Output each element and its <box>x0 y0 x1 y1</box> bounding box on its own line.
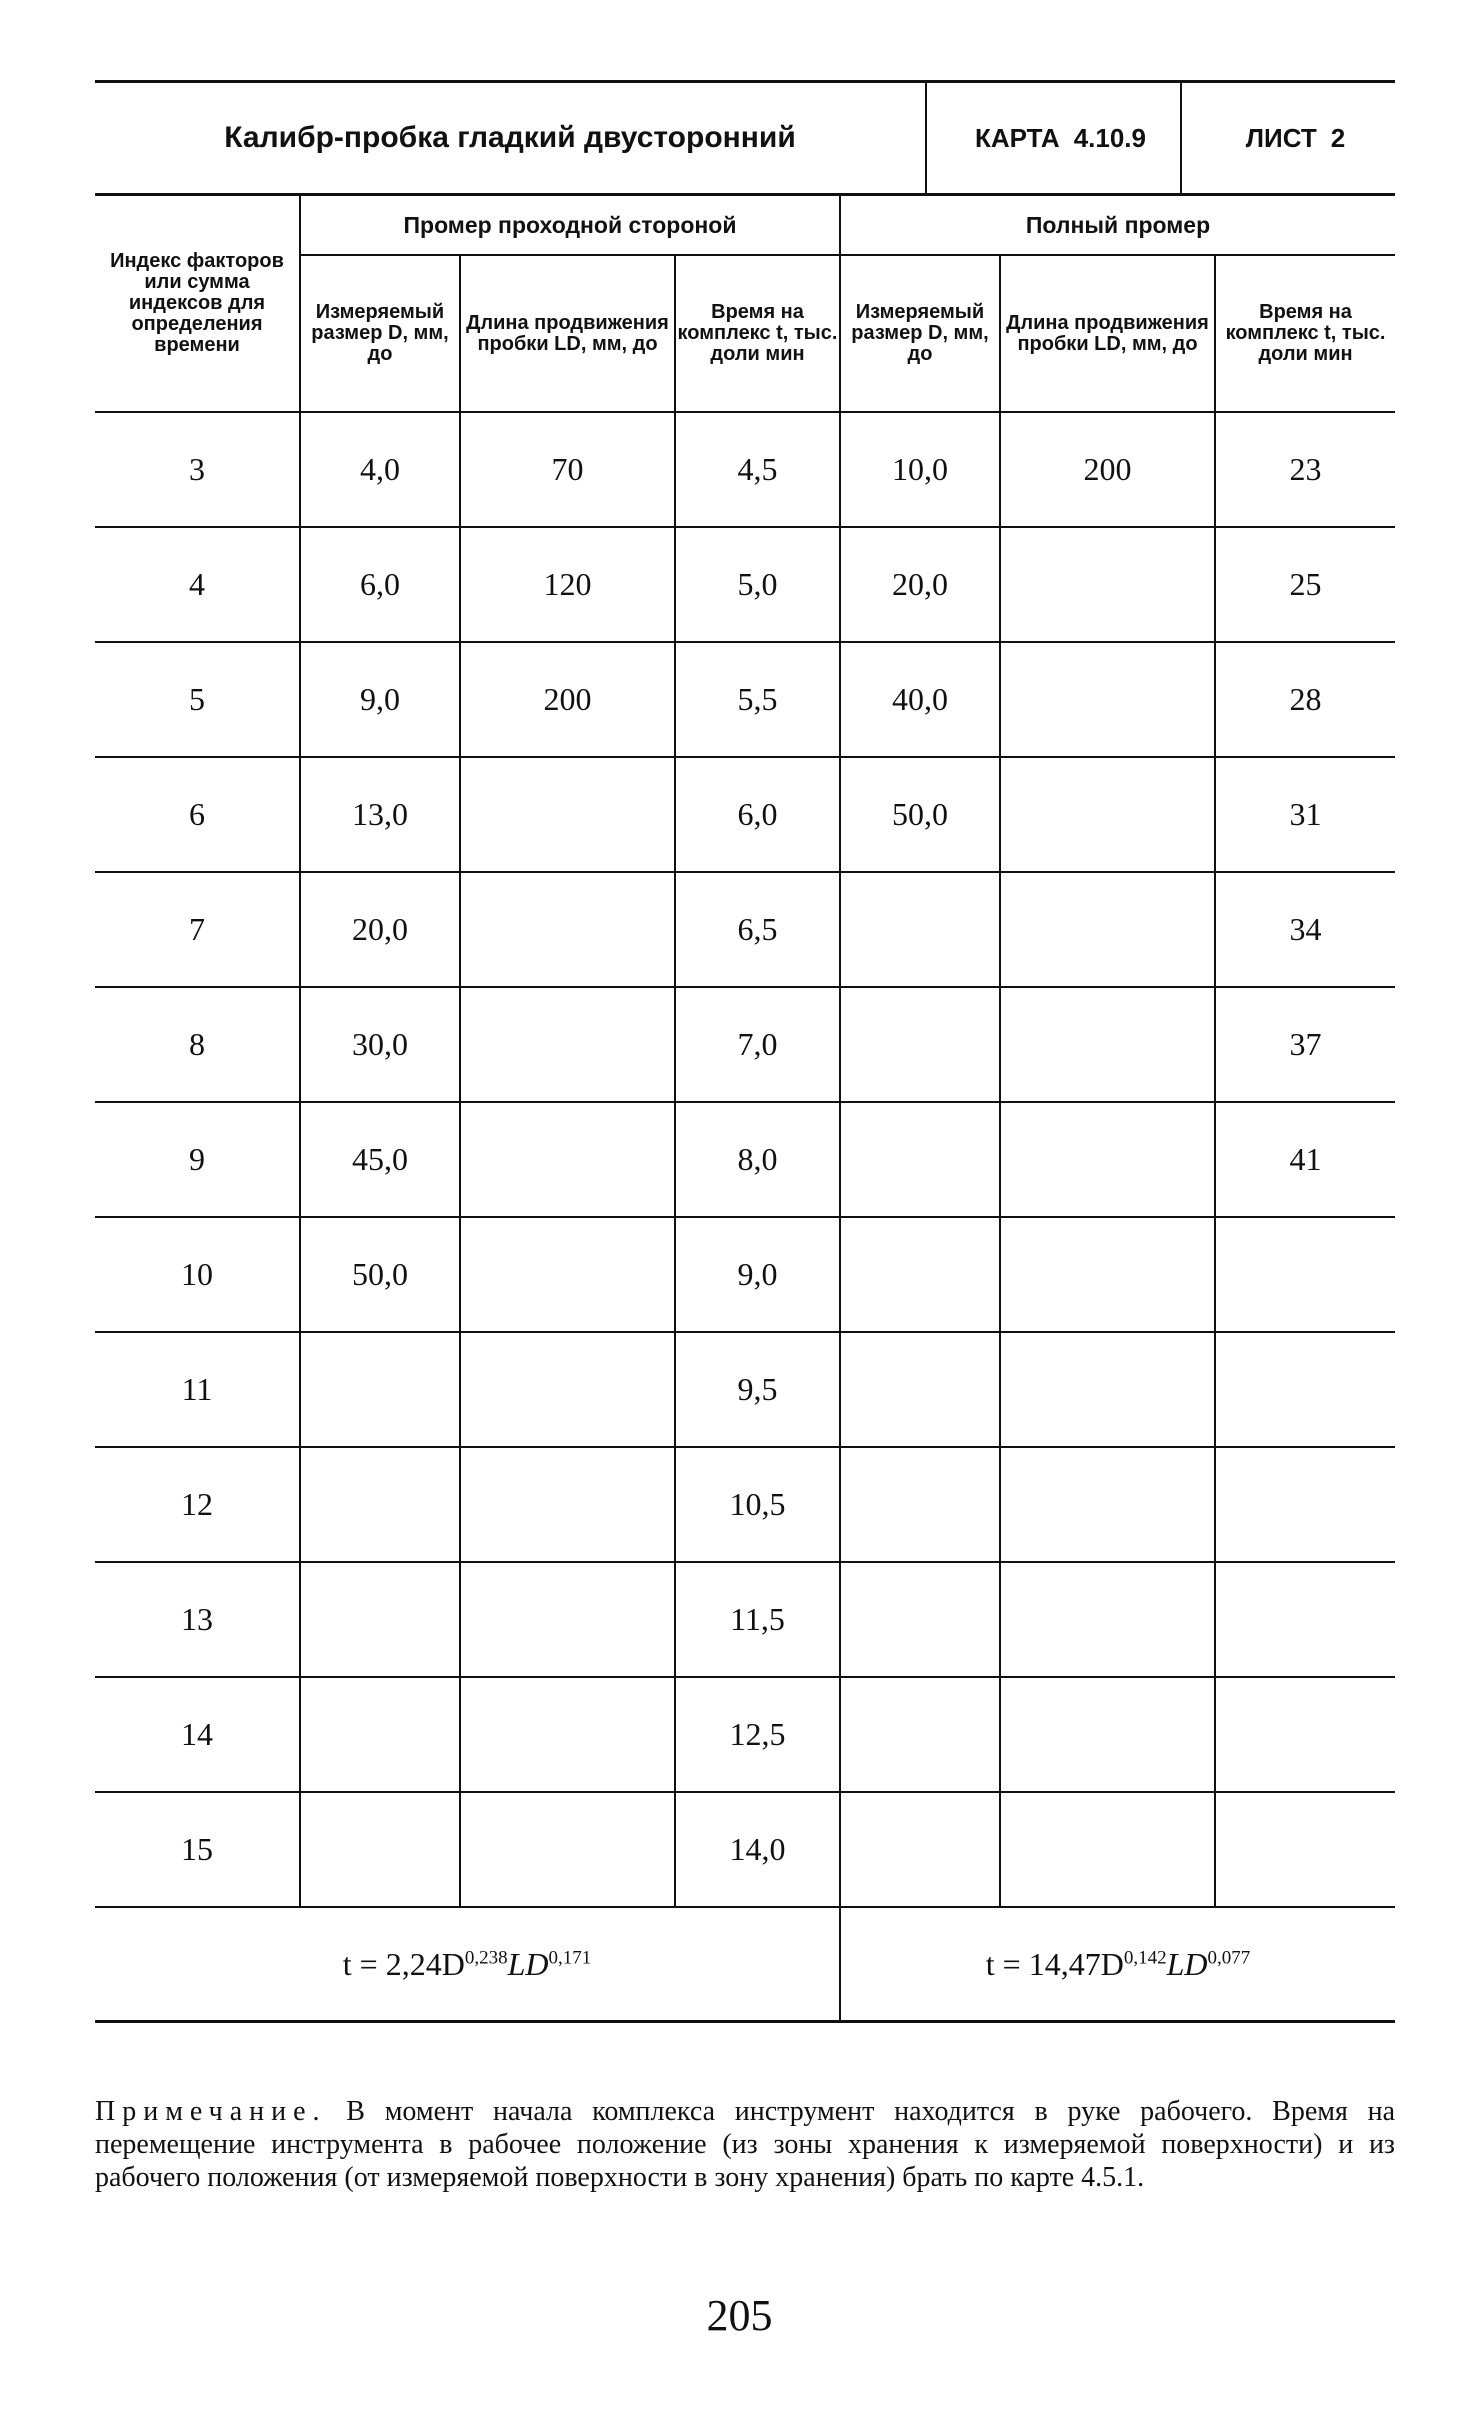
table-cell: 34 <box>1215 872 1395 987</box>
table-row <box>95 1447 1395 1562</box>
table-cell: 6,0 <box>300 527 460 642</box>
table-cell: 20,0 <box>300 872 460 987</box>
formula-row <box>95 1907 1395 2022</box>
table-row <box>95 1217 1395 1332</box>
table-cell <box>840 1217 1000 1332</box>
table-row <box>95 1792 1395 1907</box>
table-row <box>95 872 1395 987</box>
table-cell: 11,5 <box>675 1562 840 1677</box>
table-cell <box>1000 757 1215 872</box>
table-cell <box>460 1562 675 1677</box>
table-cell: 12 <box>95 1447 300 1562</box>
table-cell: 9,0 <box>300 642 460 757</box>
table-cell: 30,0 <box>300 987 460 1102</box>
table-cell: 8 <box>95 987 300 1102</box>
table-cell: 7 <box>95 872 300 987</box>
card-page <box>95 80 1395 2023</box>
table-cell <box>1000 1217 1215 1332</box>
table-cell <box>840 1677 1000 1792</box>
table-row <box>95 1677 1395 1792</box>
sheet-number: 2 <box>1330 122 1346 153</box>
table-cell: 40,0 <box>840 642 1000 757</box>
table-cell <box>300 1562 460 1677</box>
table-cell <box>1000 642 1215 757</box>
table-cell: 6,5 <box>675 872 840 987</box>
table-cell: 9 <box>95 1102 300 1217</box>
table-cell <box>1215 1792 1395 1907</box>
formula-pass-side: $t = 2,24D^{0,238}LD^{0,171}$ <box>95 1907 840 2022</box>
table-cell: 15 <box>95 1792 300 1907</box>
col-header-diameter-2: Измеряемый размер D, мм, до <box>840 255 1000 412</box>
table-cell: 23 <box>1215 412 1395 527</box>
table-cell: 3 <box>95 412 300 527</box>
table-cell <box>460 1792 675 1907</box>
table-cell <box>1000 987 1215 1102</box>
table-cell: 28 <box>1215 642 1395 757</box>
table-cell: 13,0 <box>300 757 460 872</box>
table-cell <box>840 1562 1000 1677</box>
table-cell: 5,0 <box>675 527 840 642</box>
table-cell: 10 <box>95 1217 300 1332</box>
table-cell <box>1000 527 1215 642</box>
table-row <box>95 1102 1395 1217</box>
group-header-pass-side: Промер проходной стороной <box>300 196 840 255</box>
table-cell <box>460 1447 675 1562</box>
card-header <box>95 80 1395 196</box>
page-number: 205 <box>706 2291 773 2340</box>
table-cell <box>300 1332 460 1447</box>
table-cell: 20,0 <box>840 527 1000 642</box>
table-cell <box>1215 1447 1395 1562</box>
table-cell <box>1000 1332 1215 1447</box>
table-cell: 5 <box>95 642 300 757</box>
table-cell: 14,0 <box>675 1792 840 1907</box>
table-cell <box>1000 1562 1215 1677</box>
table-cell: 10,5 <box>675 1447 840 1562</box>
table-cell <box>1215 1562 1395 1677</box>
note-text: В момент начала комплекса инструмент находится в руке рабочего. Время на перемещение инструмента в рабочее положение (из зоны хранения к измеряемой поверхности) и из рабочего положения (от измеряемой поверхности в зону хранения) брать по карте 4.5.1. <box>95 2096 1395 2193</box>
table-cell <box>1000 1792 1215 1907</box>
col-header-time-1: Время на комплекс t, тыс. доли мин <box>675 255 840 412</box>
note-lead: Примечание. <box>95 2096 327 2127</box>
table-cell: 12,5 <box>675 1677 840 1792</box>
table-cell <box>840 1332 1000 1447</box>
table-cell: 4,0 <box>300 412 460 527</box>
table-cell: 41 <box>1215 1102 1395 1217</box>
table-cell: 70 <box>460 412 675 527</box>
col-header-length-1: Длина продвижения пробки LD, мм, до <box>460 255 675 412</box>
table-cell: 50,0 <box>840 757 1000 872</box>
table-cell: 25 <box>1215 527 1395 642</box>
table-cell: 13 <box>95 1562 300 1677</box>
time-norms-table <box>95 196 1395 2023</box>
col-header-time-2: Время на комплекс t, тыс. доли мин <box>1215 255 1395 412</box>
table-cell: 10,0 <box>840 412 1000 527</box>
table-cell: 37 <box>1215 987 1395 1102</box>
table-cell <box>840 1102 1000 1217</box>
table-cell <box>840 1447 1000 1562</box>
table-cell <box>460 1677 675 1792</box>
table-cell: 9,5 <box>675 1332 840 1447</box>
table-cell: 4 <box>95 527 300 642</box>
table-cell: 7,0 <box>675 987 840 1102</box>
card-label: КАРТА <box>975 122 1060 153</box>
table-cell: 50,0 <box>300 1217 460 1332</box>
table-cell <box>840 1792 1000 1907</box>
table-cell <box>460 1332 675 1447</box>
table-cell <box>300 1677 460 1792</box>
table-cell <box>840 987 1000 1102</box>
table-row <box>95 1332 1395 1447</box>
table-cell: 4,5 <box>675 412 840 527</box>
table-row <box>95 1562 1395 1677</box>
table-row <box>95 527 1395 642</box>
table-cell <box>1000 1102 1215 1217</box>
col-header-diameter-1: Измеряемый размер D, мм, до <box>300 255 460 412</box>
table-cell: 45,0 <box>300 1102 460 1217</box>
table-cell: 6,0 <box>675 757 840 872</box>
table-cell: 6 <box>95 757 300 872</box>
table-cell <box>460 1217 675 1332</box>
table-cell <box>460 757 675 872</box>
table-cell: 200 <box>460 642 675 757</box>
table-cell <box>460 987 675 1102</box>
table-cell: 31 <box>1215 757 1395 872</box>
formula-full: $t = 14,47D^{0,142}LD^{0,077}$ <box>840 1907 1395 2022</box>
table-cell <box>840 872 1000 987</box>
group-header-full: Полный промер <box>840 196 1395 255</box>
table-cell <box>1000 1677 1215 1792</box>
table-row <box>95 987 1395 1102</box>
table-cell: 120 <box>460 527 675 642</box>
table-row <box>95 757 1395 872</box>
table-cell: 200 <box>1000 412 1215 527</box>
table-cell <box>460 872 675 987</box>
col-header-length-2: Длина продвижения пробки LD, мм, до <box>1000 255 1215 412</box>
table-body <box>95 412 1395 1907</box>
card-title: Калибр-пробка гладкий двусторонний <box>224 121 796 154</box>
sheet-cell <box>1180 83 1395 193</box>
table-cell: 9,0 <box>675 1217 840 1332</box>
table-cell: 5,5 <box>675 642 840 757</box>
table-row <box>95 642 1395 757</box>
table-cell: 14 <box>95 1677 300 1792</box>
sheet-label: ЛИСТ <box>1245 122 1317 153</box>
table-row <box>95 412 1395 527</box>
table-cell <box>1215 1677 1395 1792</box>
table-cell <box>1000 1447 1215 1562</box>
card-number-cell <box>925 83 1180 193</box>
table-cell: 11 <box>95 1332 300 1447</box>
table-cell <box>460 1102 675 1217</box>
note-paragraph <box>95 2095 1395 2194</box>
table-cell: 8,0 <box>675 1102 840 1217</box>
index-header: Индекс факторов или сумма индексов для определения времени <box>95 196 300 412</box>
table-cell <box>1215 1217 1395 1332</box>
table-cell <box>300 1792 460 1907</box>
card-number: 4.10.9 <box>1073 122 1146 153</box>
table-cell <box>1215 1332 1395 1447</box>
table-cell <box>300 1447 460 1562</box>
table-cell <box>1000 872 1215 987</box>
